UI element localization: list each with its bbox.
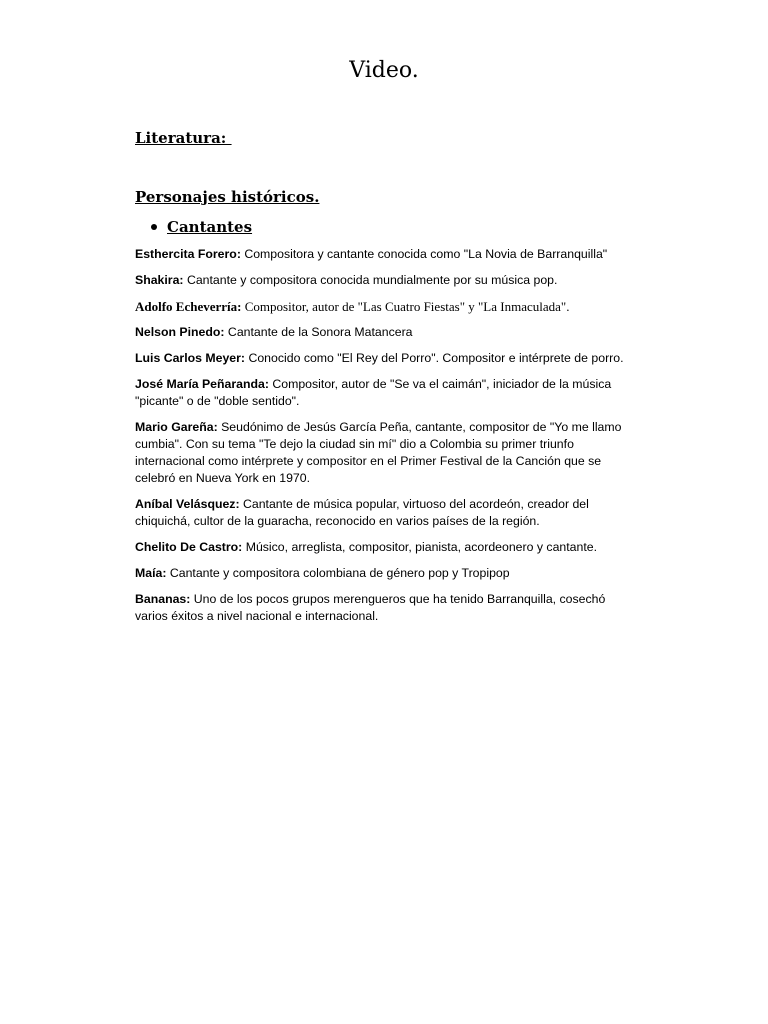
singer-description: Músico, arreglista, compositor, pianista, acordeonero y cantante.	[242, 540, 598, 554]
singer-entry	[135, 246, 630, 263]
singer-entry	[135, 324, 630, 341]
singer-name: Bananas:	[135, 592, 191, 606]
heading-personajes-historicos: Personajes históricos.	[135, 188, 320, 206]
singer-description: Uno de los pocos grupos merengueros que ha tenido Barranquilla, cosechó varios éxitos a nivel nacional e internacional.	[135, 592, 606, 623]
singer-description: Cantante y compositora conocida mundialmente por su música pop.	[183, 273, 558, 287]
singer-entry	[135, 496, 630, 530]
singer-entry	[135, 419, 630, 487]
singer-list	[135, 246, 630, 634]
singer-entry	[135, 591, 630, 625]
singer-name: Luis Carlos Meyer:	[135, 351, 246, 365]
singer-entry	[135, 350, 630, 367]
singer-entry	[135, 565, 630, 582]
singer-name: Adolfo Echeverría:	[135, 299, 242, 314]
singer-name: Aníbal Velásquez:	[135, 497, 240, 511]
singer-description: Compositor, autor de "Las Cuatro Fiestas" y "La Inmaculada".	[241, 299, 570, 314]
singer-description: Seudónimo de Jesús García Peña, cantante, compositor de "Yo me llamo cumbia". Con su tema "Te dejo la ciudad sin mí" dio a Colombia su primer triunfo internacional como intérprete y compositor en el Primer Festival de la Canción que se celebró en Nueva York en 1970.	[135, 420, 622, 485]
heading-literatura: Literatura:	[135, 129, 232, 147]
bullet-dot-icon	[151, 224, 157, 230]
singer-name: Shakira:	[135, 273, 184, 287]
singer-name: Chelito De Castro:	[135, 540, 243, 554]
bullet-label: Cantantes	[167, 218, 253, 236]
singer-name: Maía:	[135, 566, 167, 580]
singer-name: José María Peñaranda:	[135, 377, 269, 391]
singer-entry	[135, 539, 630, 556]
document-title: Video.	[349, 58, 419, 83]
singer-description: Cantante y compositora colombiana de género pop y Tropipop	[166, 566, 510, 580]
singer-description: Compositora y cantante conocida como "La Novia de Barranquilla"	[240, 247, 608, 261]
singer-description: Compositor, autor de "Se va el caimán", iniciador de la música "picante" o de "doble sentido".	[135, 377, 612, 408]
singer-description: Conocido como "El Rey del Porro". Compositor e intérprete de porro.	[245, 351, 624, 365]
singer-entry	[135, 376, 630, 410]
singer-entry	[135, 272, 630, 289]
singer-description: Cantante de música popular, virtuoso del acordeón, creador del chiquichá, cultor de la guaracha, reconocido en varios países de la región.	[135, 497, 589, 528]
singer-name: Esthercita Forero:	[135, 247, 241, 261]
bullet-item-cantantes	[151, 218, 252, 236]
singer-description: Cantante de la Sonora Matancera	[224, 325, 413, 339]
singer-name: Mario Gareña:	[135, 420, 218, 434]
singer-entry	[135, 298, 630, 315]
singer-name: Nelson Pinedo:	[135, 325, 225, 339]
